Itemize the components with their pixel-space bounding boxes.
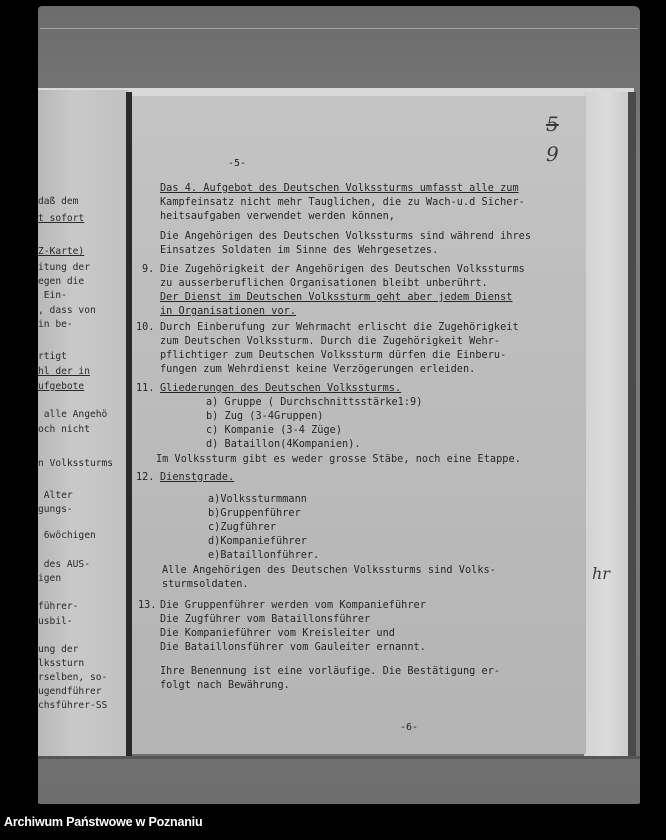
section-heading — [160, 382, 401, 395]
left-page-line: in be- — [38, 319, 73, 330]
left-page-line: hl der in — [38, 366, 90, 377]
left-page-line: 6wöchigen — [38, 530, 96, 541]
paragraph-number: 12. — [136, 472, 155, 483]
paragraph-line: zum Deutschen Volkssturm. Durch die Zugehörigkeit Wehr- — [160, 336, 501, 347]
footer-page-number: -6- — [400, 722, 419, 733]
left-page-line: ugendführer — [38, 686, 102, 697]
paragraph-line: Alle Angehörigen des Deutschen Volkssturms sind Volks- — [162, 565, 496, 576]
left-page-line: rtigt — [38, 351, 67, 362]
main-document-page — [132, 96, 586, 754]
board-fold-line — [40, 28, 638, 29]
paragraph-line — [160, 182, 519, 195]
paragraph-line: Die Kompanieführer vom Kreisleiter und — [160, 628, 395, 639]
paragraph-line: Die Angehörigen des Deutschen Volkssturms sind während ihres — [160, 231, 532, 242]
list-item: e)Bataillonführer. — [208, 550, 320, 561]
paragraph-line: sturmsoldaten. — [162, 579, 249, 590]
left-page-line: chsführer-SS — [38, 700, 108, 711]
archive-caption: Archiwum Państwowe w Poznaniu — [4, 815, 203, 829]
left-page-line: t sofort — [38, 213, 85, 224]
left-page-line: daß dem — [38, 196, 79, 207]
paragraph-number: 9. — [142, 264, 155, 275]
left-page-line: itung der — [38, 262, 90, 273]
left-page-line: igen — [38, 573, 62, 584]
right-edge-shadow — [628, 92, 636, 756]
left-underlying-page — [38, 90, 128, 758]
list-item: a) Gruppe ( Durchschnittsstärke1:9) — [206, 397, 423, 408]
paragraph-line: Die Zugführer vom Bataillonsführer — [160, 614, 371, 625]
handwritten-struck-number: 5 — [546, 112, 559, 136]
list-item: d) Bataillon(4Kompanien). — [206, 439, 361, 450]
left-page-line: gungs- — [38, 504, 73, 515]
left-page-line: des AUS- — [38, 559, 90, 570]
paragraph-line: Die Zugehörigkeit der Angehörigen des Deutschen Volkssturms — [160, 264, 525, 275]
paragraph-number: 13. — [138, 600, 157, 611]
left-page-line: alle Angehö — [38, 409, 108, 420]
list-item: b)Gruppenführer — [208, 508, 301, 519]
paragraph-line: fungen zum Wehrdienst keine Verzögerungen erleiden. — [160, 364, 476, 375]
paragraph-line: Kampfeinsatz nicht mehr Tauglichen, die zu Wach-u.d Sicher- — [160, 197, 525, 208]
paragraph-line: zu ausserberuflichen Organisationen bleibt unberührt. — [160, 278, 488, 289]
paragraph-line — [160, 305, 296, 318]
left-page-line: ung der — [38, 644, 79, 655]
section-heading — [160, 471, 234, 484]
left-page-line: n Volkssturms — [38, 458, 114, 469]
left-page-line: och nicht — [38, 424, 90, 435]
left-page-line: usbil- — [38, 616, 73, 627]
paragraph-line: Ihre Benennung ist eine vorläufige. Die Bestätigung er- — [160, 666, 501, 677]
left-page-line: lkssturn — [38, 658, 85, 669]
left-page-text — [38, 90, 128, 711]
paragraph-number: 11. — [136, 383, 155, 394]
left-page-line: führer- — [38, 601, 79, 612]
list-item: a)Volkssturmmann — [208, 494, 307, 505]
list-item: c) Kompanie (3-4 Züge) — [206, 425, 343, 436]
left-page-line: Ein- — [38, 290, 67, 301]
paragraph-line: pflichtiger zum Deutschen Volkssturm dürfen die Einberu- — [160, 350, 507, 361]
page-bottom-edge — [38, 756, 640, 759]
left-page-line: rselben, so- — [38, 672, 108, 683]
list-item: c)Zugführer — [208, 522, 277, 533]
paragraph-line: heitsaufgaben verwendet werden können, — [160, 211, 395, 222]
paragraph-line — [160, 291, 512, 304]
left-page-line: , dass von — [38, 305, 96, 316]
paragraph-line: Durch Einberufung zur Wehrmacht erlischt die Zugehörigkeit — [160, 322, 519, 333]
left-page-line: ufgebote — [38, 381, 85, 392]
text-line: Das 4. Aufgebot des Deutschen Volkssturms umfasst alle zum — [160, 183, 519, 194]
header-page-number: -5- — [228, 158, 247, 169]
left-page-line: Alter — [38, 490, 73, 501]
list-item: d)Kompanieführer — [208, 536, 307, 547]
text-line: Der Dienst im Deutschen Volkssturm geht aber jedem Dienst — [160, 292, 513, 303]
text-line: in Organisationen vor. — [160, 306, 297, 317]
handwritten-folio-number: 9 — [546, 142, 559, 166]
heading-text: Dienstgrade. — [160, 472, 235, 483]
document-body — [132, 96, 586, 754]
handwritten-margin-note: hr — [592, 564, 610, 583]
left-page-line: egen die — [38, 276, 85, 287]
right-underlying-page — [584, 92, 628, 756]
list-item: b) Zug (3-4Gruppen) — [206, 411, 324, 422]
left-page-line: Z-Karte) — [38, 246, 85, 257]
paragraph-line: Einsatzes Soldaten im Sinne des Wehrgesetzes. — [160, 245, 439, 256]
paragraph-line: Die Bataillonsführer vom Gauleiter ernannt. — [160, 642, 426, 653]
paragraph-line: folgt nach Bewährung. — [160, 680, 290, 691]
paragraph-line: Die Gruppenführer werden vom Kompanieführer — [160, 600, 426, 611]
paragraph-line: Im Volkssturm gibt es weder grosse Stäbe, noch eine Etappe. — [156, 454, 521, 465]
paragraph-number: 10. — [136, 322, 155, 333]
heading-text: Gliederungen des Deutschen Volkssturms. — [160, 383, 402, 394]
